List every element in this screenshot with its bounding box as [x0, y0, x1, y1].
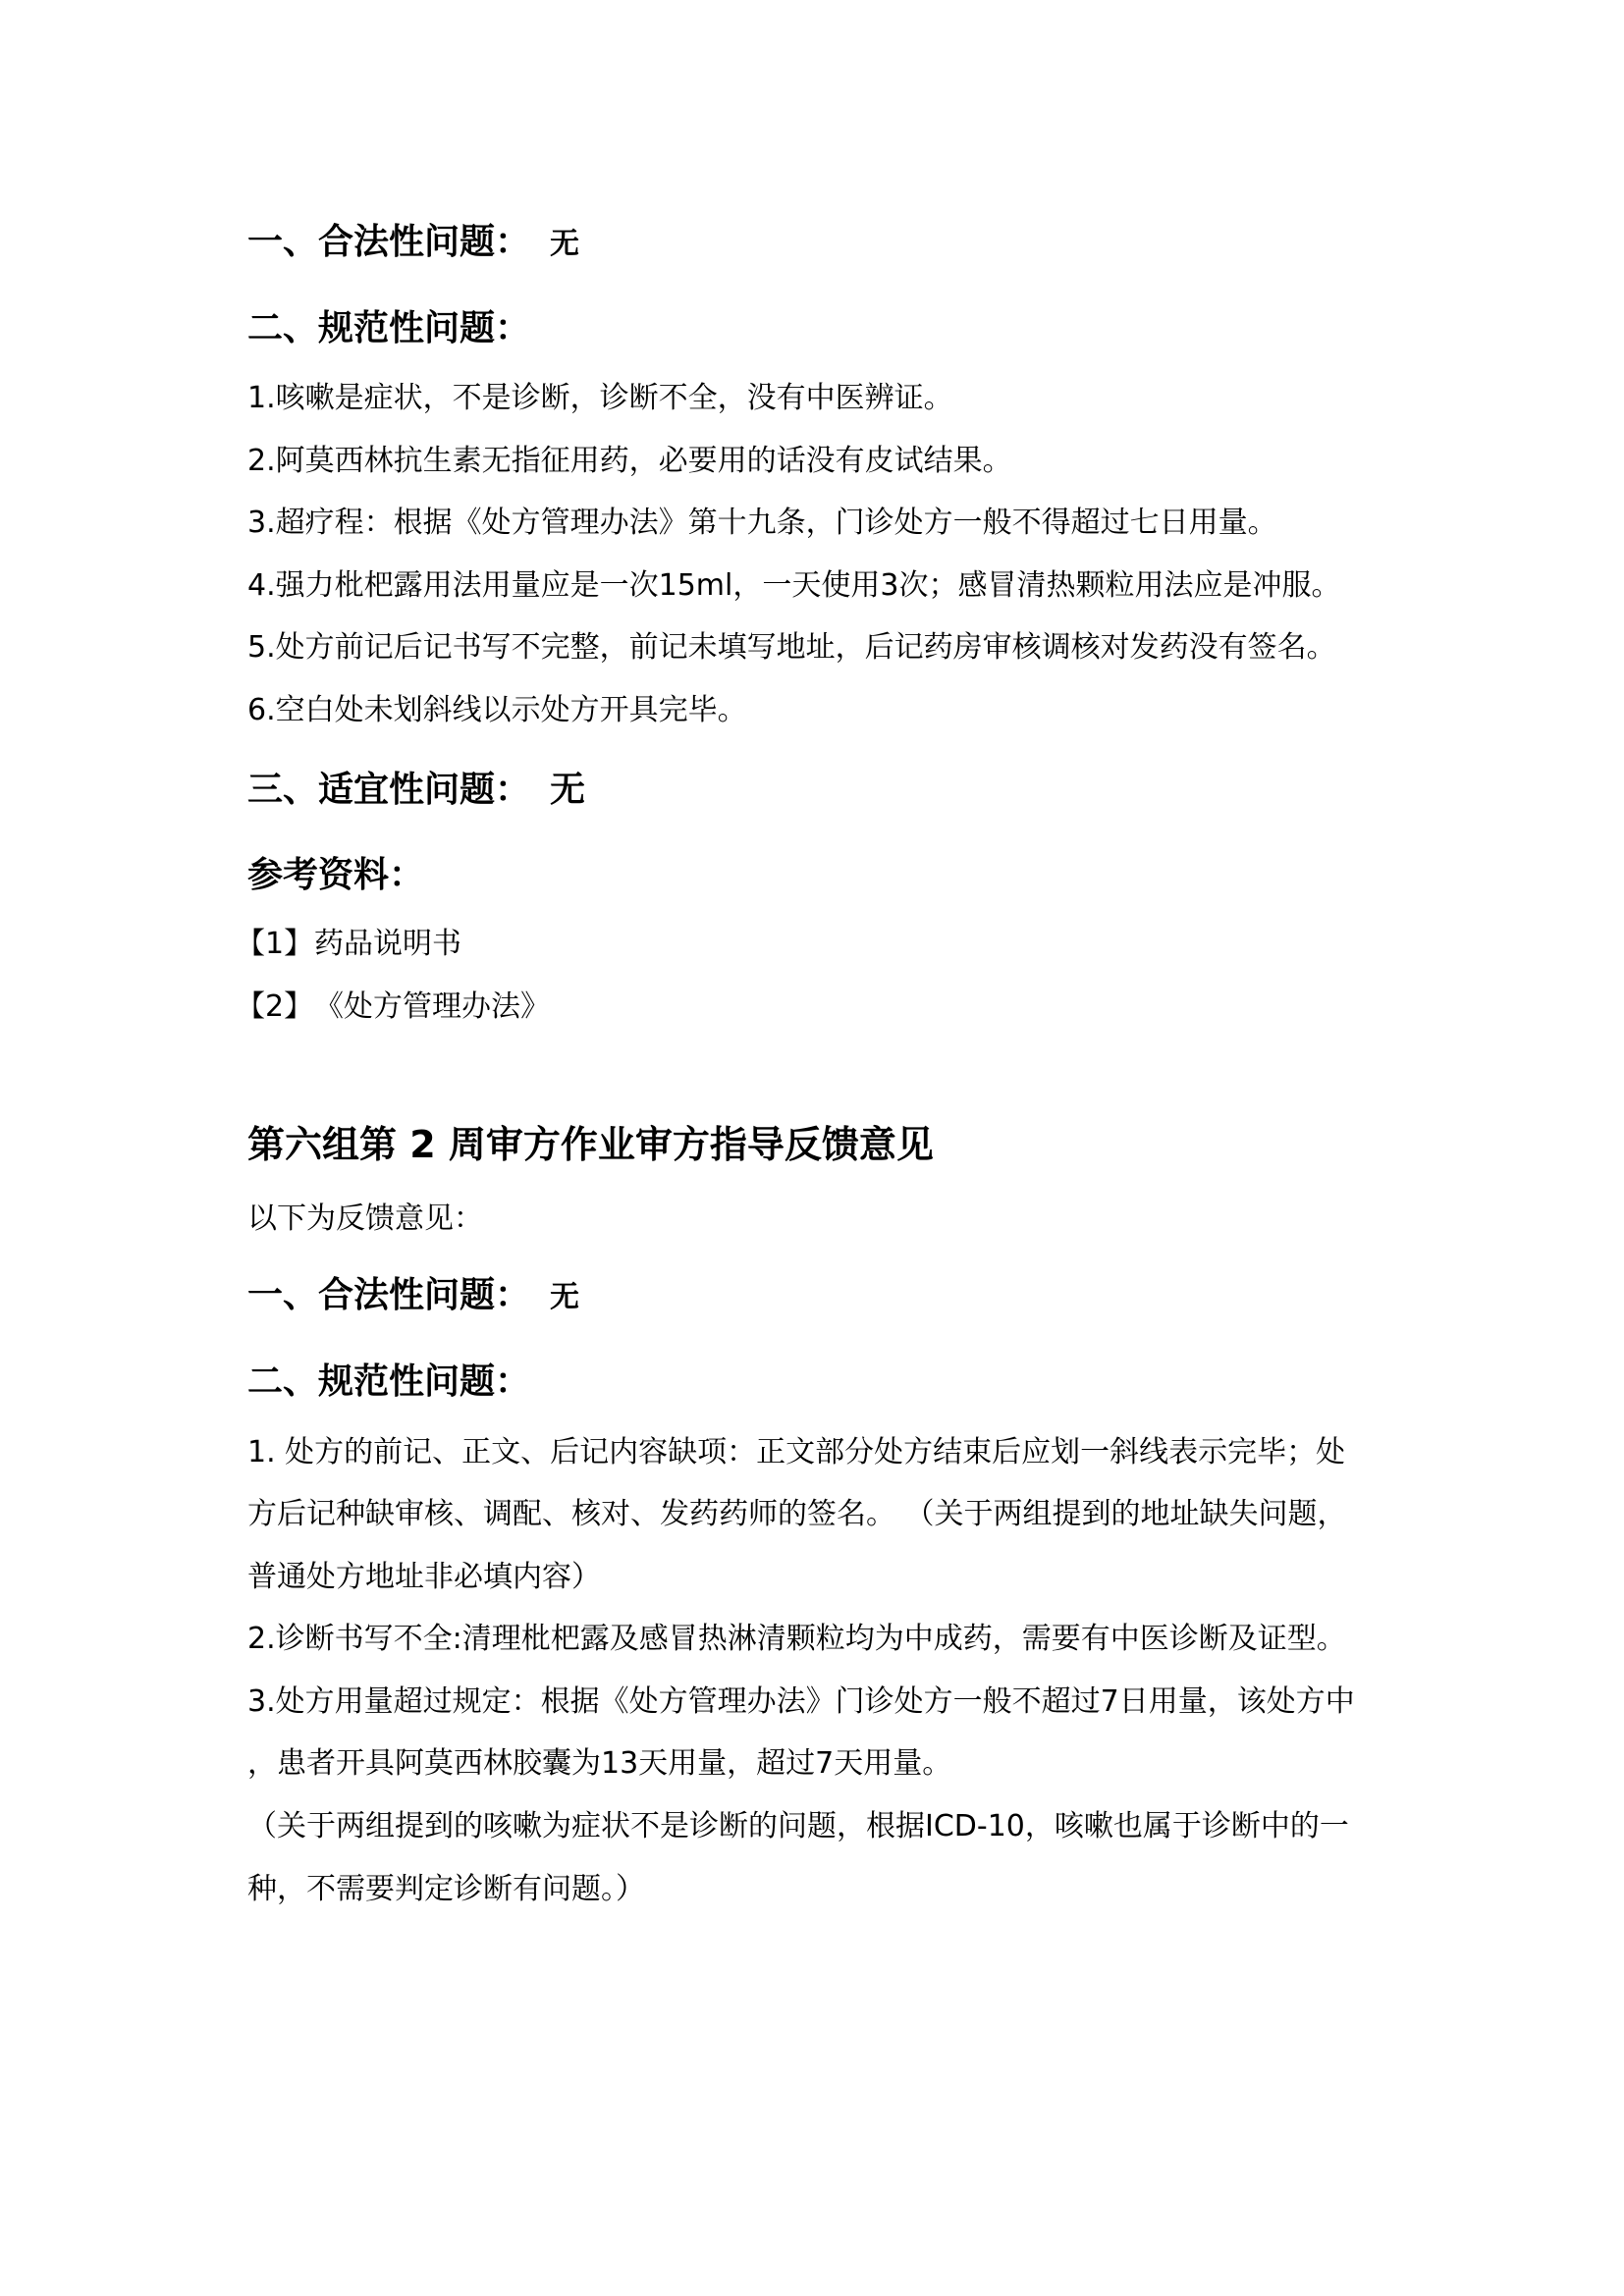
- feedback-line: 2.诊断书写不全:清理枇杷露及感冒热淋清颗粒均为中成药，需要有中医诊断及证型。: [247, 1622, 1346, 1656]
- standard-heading-2: [247, 1361, 530, 1404]
- standard-item: 3.超疗程：根据《处方管理办法》第十九条，门诊处方一般不得超过七日用量。: [247, 506, 1277, 540]
- reference-item: [236, 925, 461, 964]
- suitability-value: 无: [550, 770, 586, 810]
- standard-item: 2.阿莫西林抗生素无指征用药，必要用的话没有皮试结果。: [247, 444, 1012, 478]
- standard-item: 6.空白处未划斜线以示处方开具完毕。: [247, 693, 747, 727]
- feedback-line: 1. 处方的前记、正文、后记内容缺项：正文部分处方结束后应划一斜线表示完毕；处: [247, 1435, 1346, 1469]
- reference-text: 《处方管理办法》: [314, 989, 550, 1024]
- references-heading: 参考资料：: [247, 855, 425, 895]
- legality-label: 一、合法性问题：: [247, 1275, 531, 1315]
- standard-item: 1.咳嗽是症状，不是诊断，诊断不全，没有中医辨证。: [247, 381, 953, 415]
- feedback-line: ，患者开具阿莫西林胶囊为13天用量，超过7天用量。: [247, 1746, 952, 1781]
- legality-value: 无: [550, 227, 580, 261]
- feedback-line: （关于两组提到的咳嗽为症状不是诊断的问题，根据ICD-10，咳嗽也属于诊断中的一: [247, 1809, 1349, 1843]
- legality-heading-2: [247, 1274, 579, 1319]
- standard-item: 5.处方前记后记书写不完整，前记未填写地址，后记药房审核调核对发药没有签名。: [247, 630, 1336, 665]
- legality-heading: [247, 221, 579, 266]
- feedback-line: 种，不需要判定诊断有问题。）: [247, 1872, 645, 1906]
- reference-text: 药品说明书: [314, 927, 461, 961]
- standard-label: 二、规范性问题：: [247, 308, 531, 348]
- feedback-line: 方后记种缺审核、调配、核对、发药药师的签名。 （关于两组提到的地址缺失问题，: [247, 1497, 1347, 1531]
- feedback-line: 普通处方地址非必填内容）: [247, 1560, 601, 1594]
- suitability-label: 三、适宜性问题：: [247, 770, 531, 810]
- feedback-title: 第六组第 2 周审方作业审方指导反馈意见: [247, 1123, 934, 1166]
- standard-heading: [247, 307, 530, 350]
- suitability-heading: [247, 769, 585, 812]
- reference-item: [236, 988, 550, 1027]
- feedback-line: 3.处方用量超过规定：根据《处方管理办法》门诊处方一般不超过7日用量，该处方中: [247, 1684, 1355, 1719]
- standard-item: 4.强力枇杷露用法用量应是一次15ml，一天使用3次；感冒清热颗粒用法应是冲服。: [247, 568, 1341, 603]
- reference-number: 【2】: [236, 989, 314, 1024]
- feedback-intro: 以下为反馈意见：: [247, 1201, 483, 1236]
- standard-label: 二、规范性问题：: [247, 1362, 531, 1402]
- reference-number: 【1】: [236, 927, 314, 961]
- legality-value: 无: [550, 1280, 580, 1314]
- legality-label: 一、合法性问题：: [247, 222, 531, 262]
